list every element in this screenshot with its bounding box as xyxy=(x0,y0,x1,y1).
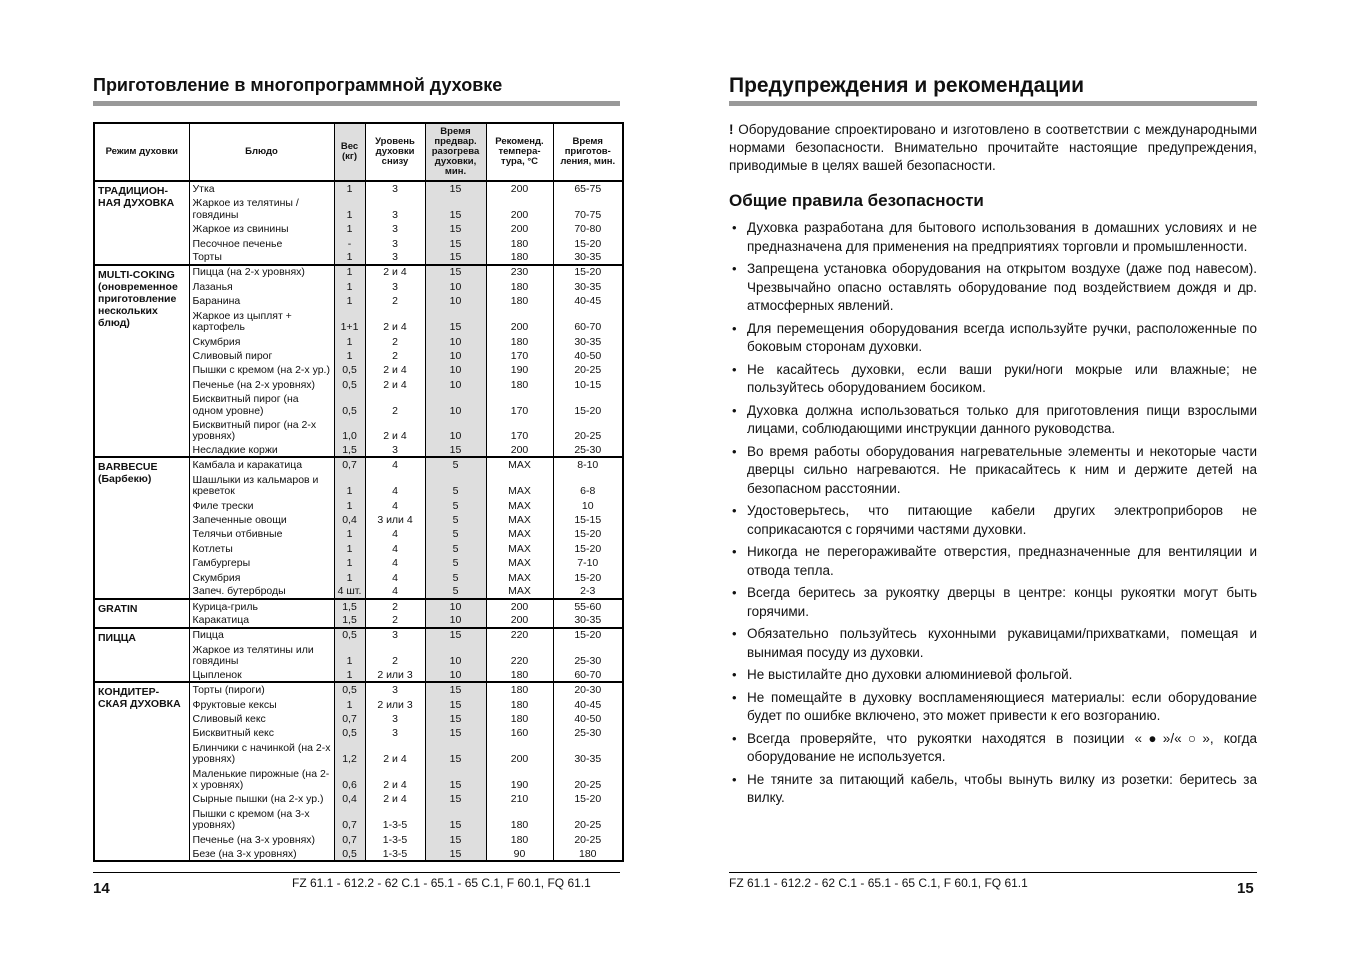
level-cell: 3 xyxy=(365,726,425,740)
preheat-cell: 15 xyxy=(425,726,486,740)
preheat-cell: 15 xyxy=(425,846,486,861)
preheat-cell: 5 xyxy=(425,457,486,471)
dish-cell: Запеченные овощи xyxy=(189,512,334,526)
time-cell: 60-70 xyxy=(553,668,623,682)
preheat-cell: 15 xyxy=(425,265,486,279)
safety-rule-item: • Не касайтесь духовки, если ваши руки/ноги мокрые или влажные; не пользуйтесь оборудованием босиком. xyxy=(729,361,1257,398)
temperature-cell: 180 xyxy=(486,711,553,725)
weight-cell: 1+1 xyxy=(334,308,365,334)
weight-cell: 0,7 xyxy=(334,806,365,832)
temperature-cell: MAX xyxy=(486,541,553,555)
level-cell: 3 xyxy=(365,221,425,235)
intro-text: Оборудование спроектировано и изготовлено в соответствии с международными нормами безопасности. Внимательно прочитайте настоящие предупреждения, приводимые в целях вашей безопасности. xyxy=(729,122,1257,173)
level-cell: 2 и 4 xyxy=(365,377,425,391)
level-cell: 2 xyxy=(365,599,425,613)
level-cell: 3 xyxy=(365,711,425,725)
dish-cell: Утка xyxy=(189,181,334,195)
weight-cell: 0,5 xyxy=(334,363,365,377)
weight-cell: 0,7 xyxy=(334,457,365,471)
time-cell: 15-20 xyxy=(553,526,623,540)
dish-cell: Торты (пироги) xyxy=(189,682,334,696)
safety-rule-item: • Не выстилайте дно духовки алюминиевой фольгой. xyxy=(729,666,1257,685)
time-cell: 15-20 xyxy=(553,570,623,584)
dish-cell: Пицца (на 2-х уровнях) xyxy=(189,265,334,279)
preheat-cell: 5 xyxy=(425,512,486,526)
level-cell: 4 xyxy=(365,498,425,512)
weight-cell: 0,7 xyxy=(334,711,365,725)
mode-cell: ТРАДИЦИОН-НАЯ ДУХОВКА xyxy=(94,181,189,265)
preheat-cell: 5 xyxy=(425,541,486,555)
table-row xyxy=(94,457,623,471)
safety-rule-item: • Не тяните за питающий кабель, чтобы вынуть вилку из розетки: беритесь за вилку. xyxy=(729,771,1257,808)
level-cell: 3 xyxy=(365,682,425,696)
time-cell: 20-25 xyxy=(553,832,623,846)
level-cell: 2 и 4 xyxy=(365,417,425,443)
weight-cell: 1,5 xyxy=(334,613,365,627)
level-cell: 1-3-5 xyxy=(365,806,425,832)
dish-cell: Пышки с кремом (на 2-х ур.) xyxy=(189,363,334,377)
dish-cell: Котлеты xyxy=(189,541,334,555)
dish-cell: Жаркое из цыплят + картофель xyxy=(189,308,334,334)
right-footer-rule xyxy=(729,872,1257,873)
temperature-cell: 200 xyxy=(486,221,553,235)
dish-cell: Сливовый пирог xyxy=(189,348,334,362)
time-cell: 20-25 xyxy=(553,766,623,792)
temperature-cell: MAX xyxy=(486,472,553,498)
dish-cell: Телячьи отбивные xyxy=(189,526,334,540)
weight-cell: 0,5 xyxy=(334,846,365,861)
temperature-cell: 230 xyxy=(486,265,553,279)
safety-rule-item: • Духовка разработана для бытового использования в домашних условиях и не предназначена для применения на предприятиях торговли и промышленности. xyxy=(729,219,1257,256)
dish-cell: Торты xyxy=(189,250,334,264)
temperature-cell: 180 xyxy=(486,682,553,696)
table-header-row xyxy=(94,123,623,181)
time-cell: 6-8 xyxy=(553,472,623,498)
right-footer-models: FZ 61.1 - 612.2 - 62 C.1 - 65.1 - 65 C.1, F 60.1, FQ 61.1 xyxy=(729,876,1028,890)
mode-cell: ПИЦЦА xyxy=(94,628,189,683)
temperature-cell: MAX xyxy=(486,498,553,512)
level-cell: 3 xyxy=(365,250,425,264)
dish-cell: Курица-гриль xyxy=(189,599,334,613)
preheat-cell: 15 xyxy=(425,443,486,457)
level-cell: 2 xyxy=(365,348,425,362)
time-cell: 30-35 xyxy=(553,613,623,627)
weight-cell: 0,7 xyxy=(334,832,365,846)
time-cell: 30-35 xyxy=(553,250,623,264)
level-cell: 2 и 4 xyxy=(365,265,425,279)
temperature-cell: 190 xyxy=(486,766,553,792)
temperature-cell: 180 xyxy=(486,806,553,832)
temperature-cell: 200 xyxy=(486,613,553,627)
table-row xyxy=(94,682,623,696)
safety-rule-item: • Никогда не перегораживайте отверстия, предназначенные для вентиляции и отвода тепла. xyxy=(729,543,1257,580)
level-cell: 3 xyxy=(365,181,425,195)
time-cell: 25-30 xyxy=(553,443,623,457)
preheat-cell: 5 xyxy=(425,526,486,540)
weight-cell: 1 xyxy=(334,541,365,555)
preheat-cell: 10 xyxy=(425,334,486,348)
temperature-cell: 210 xyxy=(486,792,553,806)
dish-cell: Скумбрия xyxy=(189,570,334,584)
safety-rule-item: • Обязательно пользуйтесь кухонными рукавицами/прихватками, помещая и вынимая посуду из духовки. xyxy=(729,625,1257,662)
dish-cell: Жаркое из телятины или говядины xyxy=(189,642,334,668)
temperature-cell: 180 xyxy=(486,250,553,264)
time-cell: 25-30 xyxy=(553,726,623,740)
temperature-cell: 180 xyxy=(486,236,553,250)
level-cell: 2 и 4 xyxy=(365,740,425,766)
dish-cell: Пышки с кремом (на 3-х уровнях) xyxy=(189,806,334,832)
header-time: Время приготов-ления, мин. xyxy=(553,123,623,181)
dish-cell: Каракатица xyxy=(189,613,334,627)
preheat-cell: 10 xyxy=(425,599,486,613)
preheat-cell: 15 xyxy=(425,697,486,711)
weight-cell: 1,5 xyxy=(334,443,365,457)
preheat-cell: 5 xyxy=(425,555,486,569)
preheat-cell: 15 xyxy=(425,682,486,696)
mode-cell: MULTI-COKING (оновременное приготовление нескольких блюд) xyxy=(94,265,189,458)
weight-cell: 1,2 xyxy=(334,740,365,766)
temperature-cell: 170 xyxy=(486,348,553,362)
time-cell: 15-20 xyxy=(553,265,623,279)
temperature-cell: 200 xyxy=(486,195,553,221)
time-cell: 30-35 xyxy=(553,740,623,766)
safety-rule-item: • Духовка должна использоваться только для приготовления пищи взрослыми лицами, соблюдающими инструкции данного руководства. xyxy=(729,402,1257,439)
level-cell: 4 xyxy=(365,457,425,471)
preheat-cell: 15 xyxy=(425,792,486,806)
preheat-cell: 5 xyxy=(425,472,486,498)
level-cell: 2 xyxy=(365,613,425,627)
weight-cell: 1 xyxy=(334,642,365,668)
header-mode: Режим духовки xyxy=(94,123,189,181)
time-cell: 15-20 xyxy=(553,792,623,806)
temperature-cell: 180 xyxy=(486,334,553,348)
temperature-cell: 180 xyxy=(486,668,553,682)
dish-cell: Сливовый кекс xyxy=(189,711,334,725)
temperature-cell: 200 xyxy=(486,740,553,766)
preheat-cell: 15 xyxy=(425,221,486,235)
oven-modes-table xyxy=(93,122,624,862)
weight-cell: 0,4 xyxy=(334,792,365,806)
time-cell: 20-25 xyxy=(553,806,623,832)
preheat-cell: 10 xyxy=(425,348,486,362)
preheat-cell: 15 xyxy=(425,711,486,725)
temperature-cell: MAX xyxy=(486,526,553,540)
level-cell: 2 и 4 xyxy=(365,308,425,334)
left-page-number: 14 xyxy=(93,880,110,897)
time-cell: 70-80 xyxy=(553,221,623,235)
level-cell: 2 xyxy=(365,391,425,417)
preheat-cell: 15 xyxy=(425,250,486,264)
temperature-cell: 170 xyxy=(486,391,553,417)
level-cell: 2 или 3 xyxy=(365,697,425,711)
temperature-cell: 200 xyxy=(486,308,553,334)
table-row xyxy=(94,628,623,642)
header-dish: Блюдо xyxy=(189,123,334,181)
preheat-cell: 5 xyxy=(425,498,486,512)
dish-cell: Запеч. бутерброды xyxy=(189,584,334,598)
level-cell: 4 xyxy=(365,526,425,540)
weight-cell: 1 xyxy=(334,293,365,307)
preheat-cell: 15 xyxy=(425,832,486,846)
preheat-cell: 10 xyxy=(425,668,486,682)
time-cell: 40-50 xyxy=(553,348,623,362)
right-page-title: Предупреждения и рекомендации xyxy=(729,74,1085,97)
mode-cell: КОНДИТЕР-СКАЯ ДУХОВКА xyxy=(94,682,189,861)
level-cell: 4 xyxy=(365,570,425,584)
time-cell: 40-50 xyxy=(553,711,623,725)
safety-rule-item: • Для перемещения оборудования всегда используйте ручки, расположенные по боковым сторонам духовки. xyxy=(729,320,1257,357)
level-cell: 1-3-5 xyxy=(365,846,425,861)
time-cell: 20-30 xyxy=(553,682,623,696)
dish-cell: Баранина xyxy=(189,293,334,307)
level-cell: 3 xyxy=(365,628,425,642)
level-cell: 3 xyxy=(365,236,425,250)
weight-cell: 0,6 xyxy=(334,766,365,792)
dish-cell: Маленькие пирожные (на 2-х уровнях) xyxy=(189,766,334,792)
weight-cell: 0,5 xyxy=(334,628,365,642)
header-level: Уровень духовки снизу xyxy=(365,123,425,181)
time-cell: 7-10 xyxy=(553,555,623,569)
preheat-cell: 10 xyxy=(425,391,486,417)
time-cell: 10 xyxy=(553,498,623,512)
weight-cell: 0,5 xyxy=(334,726,365,740)
intro-paragraph xyxy=(729,121,1257,175)
warning-mark: ! xyxy=(729,122,734,137)
temperature-cell: 220 xyxy=(486,628,553,642)
time-cell: 15-20 xyxy=(553,236,623,250)
weight-cell: 1 xyxy=(334,697,365,711)
mode-cell: GRATIN xyxy=(94,599,189,628)
dish-cell: Печенье (на 3-х уровнях) xyxy=(189,832,334,846)
safety-rule-item: • Всегда беритесь за рукоятку дверцы в центре: концы рукоятки могут быть горячими. xyxy=(729,584,1257,621)
left-footer-rule xyxy=(93,872,620,873)
preheat-cell: 10 xyxy=(425,293,486,307)
level-cell: 1-3-5 xyxy=(365,832,425,846)
temperature-cell: 200 xyxy=(486,181,553,195)
table-body xyxy=(94,181,623,861)
weight-cell: 1 xyxy=(334,570,365,584)
level-cell: 3 xyxy=(365,195,425,221)
temperature-cell: 180 xyxy=(486,697,553,711)
temperature-cell: 220 xyxy=(486,642,553,668)
dish-cell: Шашлыки из кальмаров и креветок xyxy=(189,472,334,498)
level-cell: 2 xyxy=(365,642,425,668)
dish-cell: Песочное печенье xyxy=(189,236,334,250)
temperature-cell: 180 xyxy=(486,377,553,391)
dish-cell: Жаркое из свинины xyxy=(189,221,334,235)
dish-cell: Филе трески xyxy=(189,498,334,512)
safety-rule-item: • Всегда проверяйте, что рукоятки находятся в позиции «●»/«○», когда оборудование не используется. xyxy=(729,730,1257,767)
preheat-cell: 5 xyxy=(425,570,486,584)
time-cell: 15-20 xyxy=(553,628,623,642)
weight-cell: 1 xyxy=(334,195,365,221)
weight-cell: 1 xyxy=(334,334,365,348)
time-cell: 20-25 xyxy=(553,363,623,377)
weight-cell: 1 xyxy=(334,279,365,293)
time-cell: 60-70 xyxy=(553,308,623,334)
level-cell: 2 xyxy=(365,334,425,348)
dish-cell: Бисквитный кекс xyxy=(189,726,334,740)
time-cell: 25-30 xyxy=(553,642,623,668)
time-cell: 15-20 xyxy=(553,541,623,555)
preheat-cell: 15 xyxy=(425,195,486,221)
safety-subheading: Общие правила безопасности xyxy=(729,191,984,210)
preheat-cell: 15 xyxy=(425,766,486,792)
weight-cell: 1 xyxy=(334,250,365,264)
temperature-cell: 200 xyxy=(486,599,553,613)
header-weight: Вес (кг) xyxy=(334,123,365,181)
level-cell: 4 xyxy=(365,541,425,555)
dish-cell: Цыпленок xyxy=(189,668,334,682)
level-cell: 3 xyxy=(365,279,425,293)
temperature-cell: 190 xyxy=(486,363,553,377)
weight-cell: 1 xyxy=(334,181,365,195)
left-footer-models: FZ 61.1 - 612.2 - 62 C.1 - 65.1 - 65 C.1, F 60.1, FQ 61.1 xyxy=(292,876,591,890)
level-cell: 3 или 4 xyxy=(365,512,425,526)
left-page-title: Приготовление в многопрограммной духовке xyxy=(93,75,503,95)
time-cell: 55-60 xyxy=(553,599,623,613)
level-cell: 4 xyxy=(365,584,425,598)
weight-cell: 1,0 xyxy=(334,417,365,443)
temperature-cell: MAX xyxy=(486,457,553,471)
table-row xyxy=(94,181,623,195)
level-cell: 3 xyxy=(365,443,425,457)
preheat-cell: 15 xyxy=(425,308,486,334)
preheat-cell: 15 xyxy=(425,806,486,832)
level-cell: 4 xyxy=(365,472,425,498)
right-title-rule xyxy=(729,101,1257,106)
weight-cell: 1 xyxy=(334,472,365,498)
weight-cell: 4 шт. xyxy=(334,584,365,598)
temperature-cell: 170 xyxy=(486,417,553,443)
time-cell: 30-35 xyxy=(553,334,623,348)
weight-cell: 1,5 xyxy=(334,599,365,613)
preheat-cell: 10 xyxy=(425,363,486,377)
time-cell: 180 xyxy=(553,846,623,861)
preheat-cell: 10 xyxy=(425,642,486,668)
time-cell: 30-35 xyxy=(553,279,623,293)
safety-rule-item: • Запрещена установка оборудования на открытом воздухе (даже под навесом). Чрезвычайно опасно оставлять оборудование под воздействием дождя и др. атмосферных явлений. xyxy=(729,260,1257,316)
time-cell: 70-75 xyxy=(553,195,623,221)
level-cell: 2 и 4 xyxy=(365,792,425,806)
time-cell: 65-75 xyxy=(553,181,623,195)
weight-cell: 1 xyxy=(334,668,365,682)
level-cell: 2 и 4 xyxy=(365,766,425,792)
preheat-cell: 15 xyxy=(425,628,486,642)
dish-cell: Блинчики с начинкой (на 2-х уровнях) xyxy=(189,740,334,766)
table-row xyxy=(94,265,623,279)
dish-cell: Бисквитный пирог (на 2-х уровнях) xyxy=(189,417,334,443)
level-cell: 4 xyxy=(365,555,425,569)
time-cell: 2-3 xyxy=(553,584,623,598)
preheat-cell: 10 xyxy=(425,613,486,627)
preheat-cell: 15 xyxy=(425,740,486,766)
dish-cell: Несладкие коржи xyxy=(189,443,334,457)
dish-cell: Пицца xyxy=(189,628,334,642)
weight-cell: 1 xyxy=(334,265,365,279)
weight-cell: 1 xyxy=(334,555,365,569)
temperature-cell: 90 xyxy=(486,846,553,861)
dish-cell: Лазанья xyxy=(189,279,334,293)
right-page-number: 15 xyxy=(1237,880,1254,897)
temperature-cell: 180 xyxy=(486,293,553,307)
temperature-cell: MAX xyxy=(486,512,553,526)
temperature-cell: MAX xyxy=(486,555,553,569)
level-cell: 2 или 3 xyxy=(365,668,425,682)
time-cell: 40-45 xyxy=(553,293,623,307)
time-cell: 40-45 xyxy=(553,697,623,711)
weight-cell: 0,5 xyxy=(334,391,365,417)
temperature-cell: MAX xyxy=(486,570,553,584)
time-cell: 10-15 xyxy=(553,377,623,391)
preheat-cell: 15 xyxy=(425,236,486,250)
preheat-cell: 5 xyxy=(425,584,486,598)
safety-rule-item: • Не помещайте в духовку воспламеняющиеся материалы: если оборудование будет по ошибке включено, это может привести к его возгоранию. xyxy=(729,689,1257,726)
preheat-cell: 15 xyxy=(425,181,486,195)
temperature-cell: 200 xyxy=(486,443,553,457)
header-temperature: Рекоменд. темпера-тура, °C xyxy=(486,123,553,181)
weight-cell: 1 xyxy=(334,221,365,235)
dish-cell: Фруктовые кексы xyxy=(189,697,334,711)
weight-cell: 0,5 xyxy=(334,377,365,391)
dish-cell: Бисквитный пирог (на одном уровне) xyxy=(189,391,334,417)
dish-cell: Скумбрия xyxy=(189,334,334,348)
weight-cell: 0,5 xyxy=(334,682,365,696)
header-preheat: Время предвар. разогрева духовки, мин. xyxy=(425,123,486,181)
level-cell: 2 и 4 xyxy=(365,363,425,377)
dish-cell: Камбала и каракатица xyxy=(189,457,334,471)
safety-rule-item: • Во время работы оборудования нагревательные элементы и некоторые части дверцы сильно нагреваются. Не прикасайтесь к ним и держите детей на безопасном расстоянии. xyxy=(729,443,1257,499)
preheat-cell: 10 xyxy=(425,417,486,443)
time-cell: 15-20 xyxy=(553,391,623,417)
time-cell: 15-15 xyxy=(553,512,623,526)
dish-cell: Безе (на 3-х уровнях) xyxy=(189,846,334,861)
weight-cell: 1 xyxy=(334,348,365,362)
preheat-cell: 10 xyxy=(425,377,486,391)
weight-cell: 1 xyxy=(334,526,365,540)
weight-cell: 0,4 xyxy=(334,512,365,526)
mode-cell: BARBECUE (Барбекю) xyxy=(94,457,189,598)
left-title-rule xyxy=(93,101,620,106)
safety-rule-item: • Удостоверьтесь, что питающие кабели других электроприборов не соприкасаются с горячими частями духовки. xyxy=(729,502,1257,539)
preheat-cell: 10 xyxy=(425,279,486,293)
dish-cell: Сырные пышки (на 2-х ур.) xyxy=(189,792,334,806)
dish-cell: Жаркое из телятины / говядины xyxy=(189,195,334,221)
dish-cell: Гамбургеры xyxy=(189,555,334,569)
weight-cell: 1 xyxy=(334,498,365,512)
temperature-cell: 180 xyxy=(486,279,553,293)
table-row xyxy=(94,599,623,613)
dish-cell: Печенье (на 2-х уровнях) xyxy=(189,377,334,391)
temperature-cell: 160 xyxy=(486,726,553,740)
temperature-cell: 180 xyxy=(486,832,553,846)
weight-cell: - xyxy=(334,236,365,250)
safety-rules-list xyxy=(729,219,1257,812)
time-cell: 20-25 xyxy=(553,417,623,443)
time-cell: 8-10 xyxy=(553,457,623,471)
level-cell: 2 xyxy=(365,293,425,307)
temperature-cell: MAX xyxy=(486,584,553,598)
